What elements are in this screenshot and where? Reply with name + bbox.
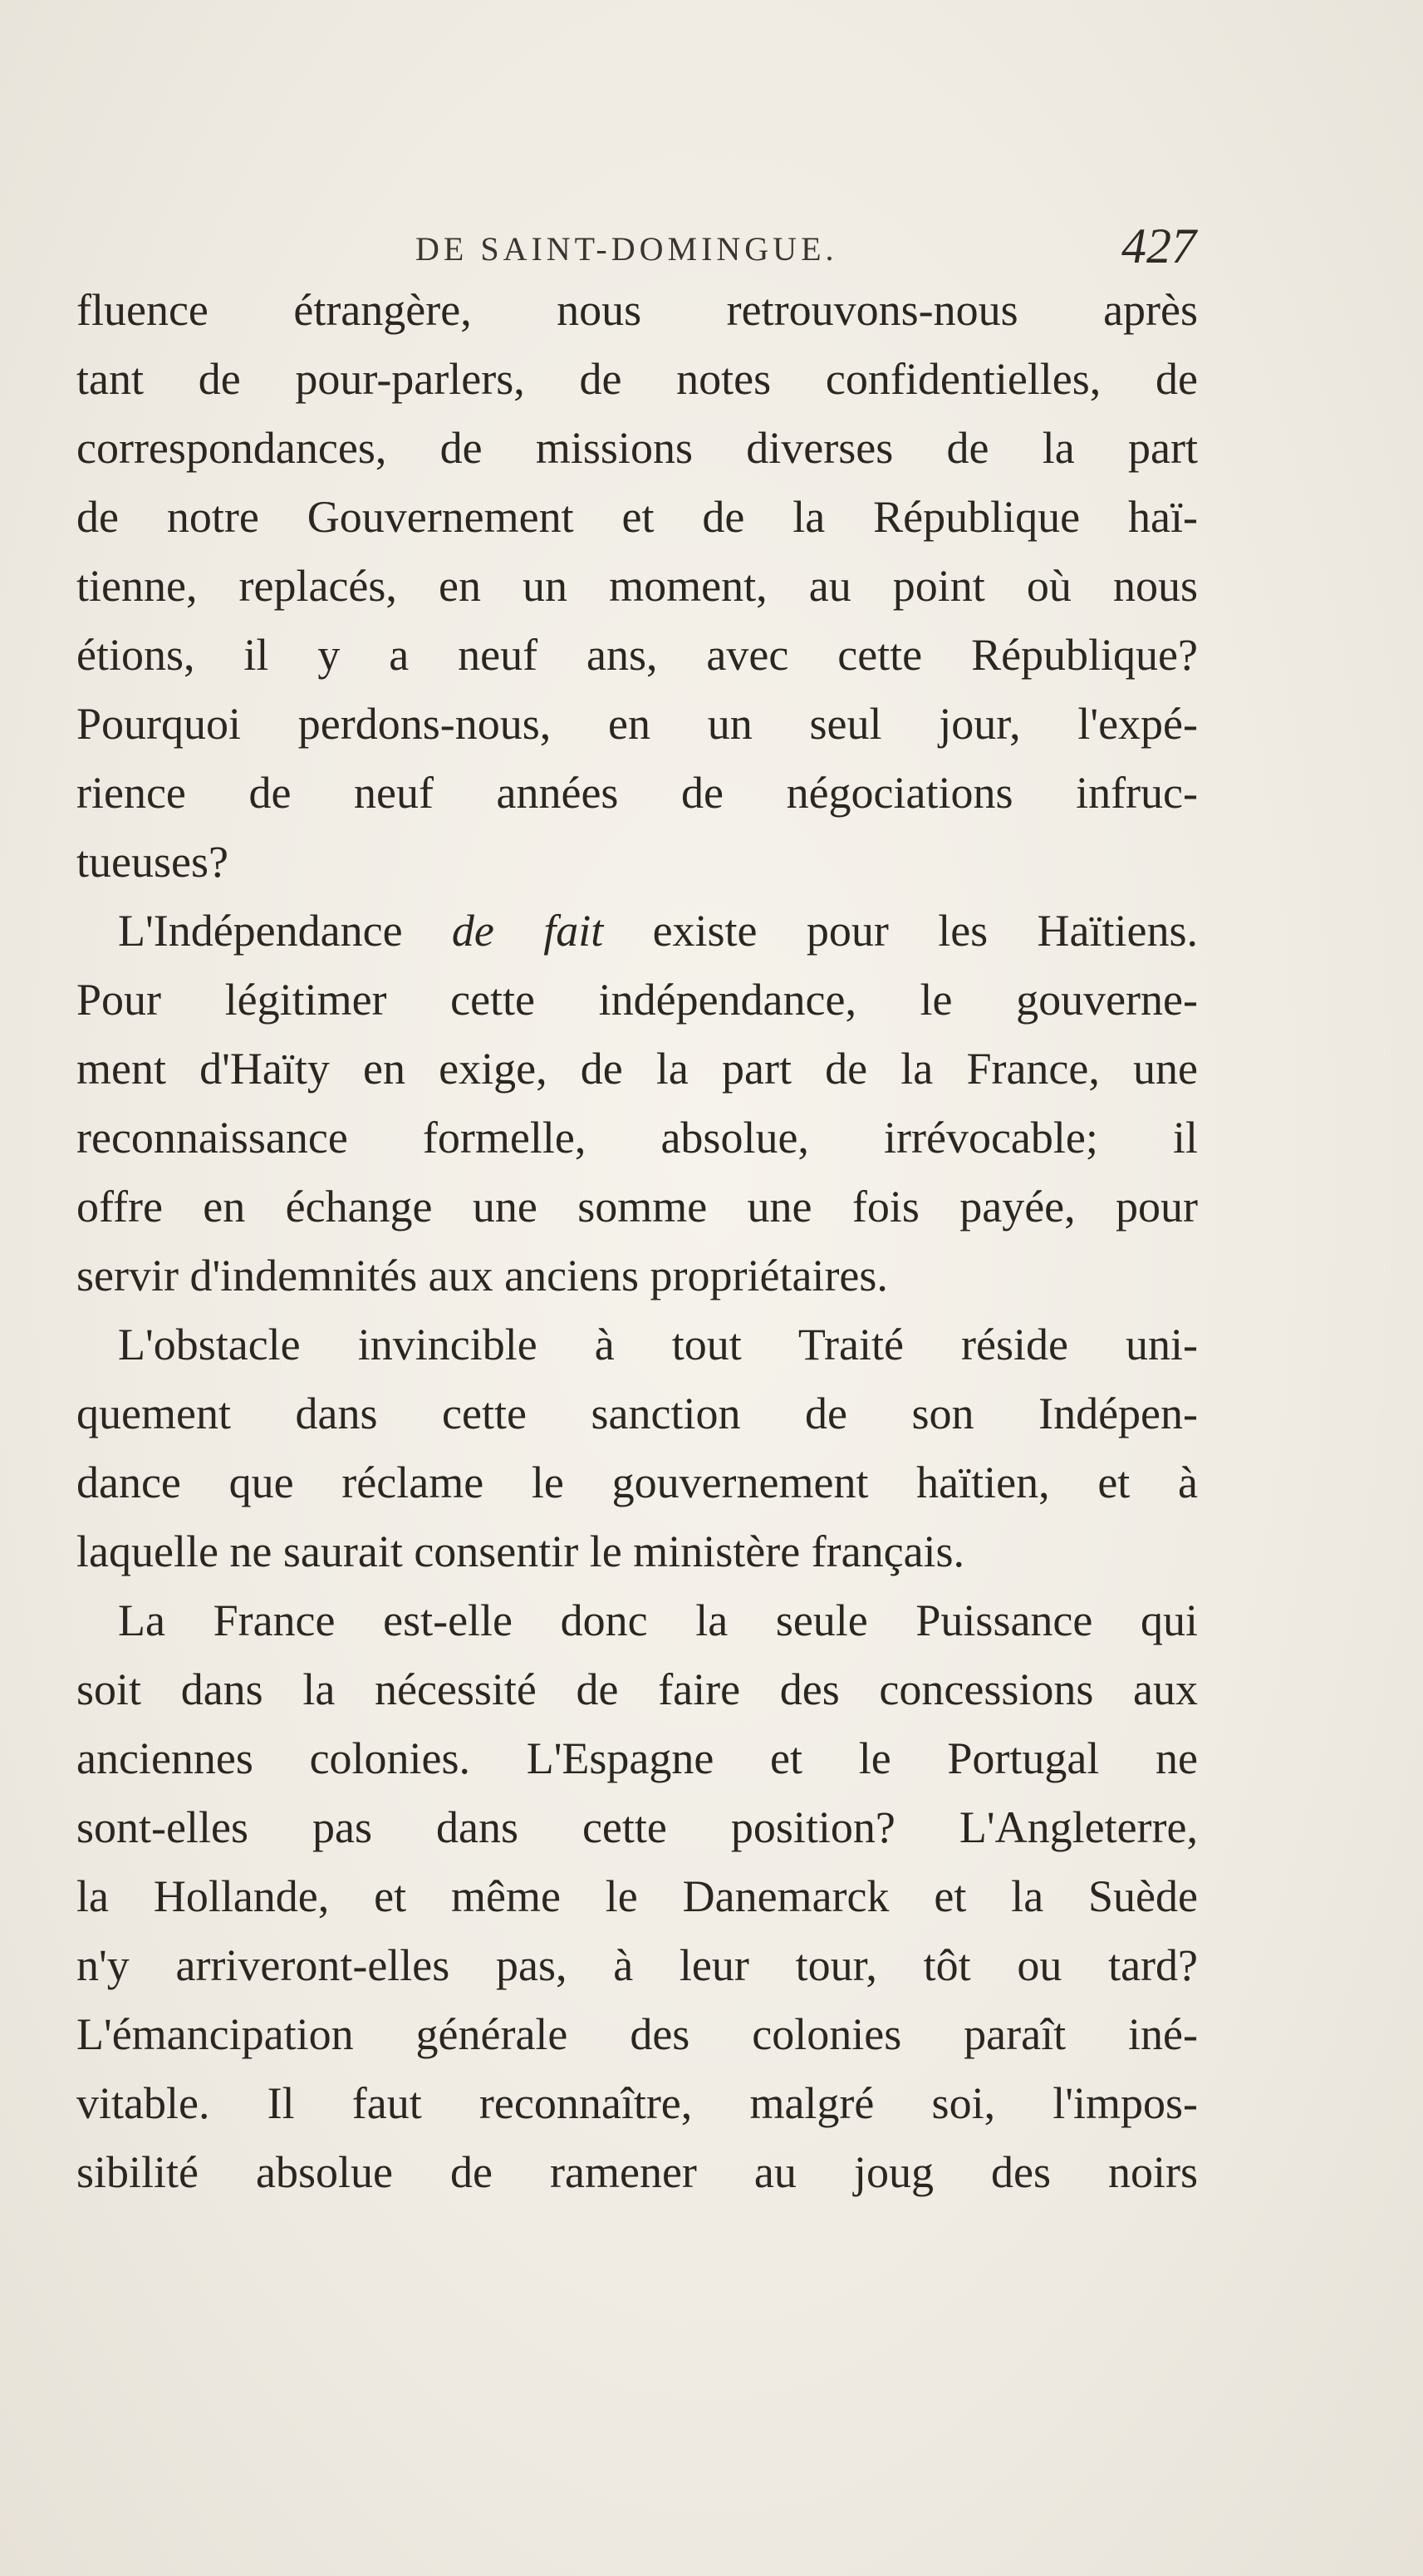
paragraph-1 [76,276,1198,897]
text-line: ment d'Haïty en exige, de la part de la France, une [76,1044,1198,1094]
text-line: anciennes colonies. L'Espagne et le Portugal ne [76,1733,1198,1783]
text-line: tienne, replacés, en un moment, au point où nous [76,561,1198,611]
text-line [76,897,1198,966]
text-line: dance que réclame le gouvernement haïtien, et à [76,1458,1198,1507]
text-line: L'obstacle invincible à tout Traité réside uni- [118,1320,1198,1369]
paragraph-2 [76,897,1198,1310]
text-run: L'Indépendance [118,906,452,956]
page-header [75,218,1196,276]
text-line: laquelle ne saurait consentir le ministère français. [76,1526,965,1576]
text-line: tueuses? [76,837,228,887]
text-line: Pour légitimer cette indépendance, le gouverne- [76,975,1198,1025]
italic-phrase: de fait [451,906,604,956]
body-text [76,276,1198,2207]
text-line: vitable. Il faut reconnaître, malgré soi, l'impos- [76,2078,1198,2128]
text-line: fluence étrangère, nous retrouvons-nous après [76,285,1198,335]
text-line: reconnaissance formelle, absolue, irrévocable; il [76,1113,1198,1163]
text-line: rience de neuf années de négociations infruc- [76,768,1198,818]
paragraph-3 [76,1310,1198,1586]
text-run: existe pour les Haïtiens. [603,906,1198,956]
text-line: soit dans la nécessité de faire des concessions aux [76,1664,1198,1714]
text-line: Pourquoi perdons-nous, en un seul jour, l'expé- [76,699,1198,749]
paragraph-4 [76,1586,1198,2207]
text-line: L'émancipation générale des colonies paraît iné- [76,2009,1198,2059]
text-line: de notre Gouvernement et de la République haï- [76,492,1198,542]
text-line: étions, il y a neuf ans, avec cette République? [76,630,1198,680]
text-line: La France est-elle donc la seule Puissance qui [118,1595,1198,1645]
text-line: sont-elles pas dans cette position? L'Angleterre, [76,1802,1198,1852]
text-line: la Hollande, et même le Danemarck et la Suède [76,1871,1198,1921]
text-line: quement dans cette sanction de son Indépen- [76,1389,1198,1438]
text-line: n'y arriveront-elles pas, à leur tour, tôt ou tard? [76,1940,1198,1990]
text-line: offre en échange une somme une fois payée, pour [76,1182,1198,1231]
running-head: DE SAINT-DOMINGUE. [415,230,838,268]
text-line: correspondances, de missions diverses de la part [76,423,1198,473]
text-line: sibilité absolue de ramener au joug des noirs [76,2147,1198,2197]
text-line: tant de pour-parlers, de notes confidentielles, de [76,354,1198,404]
page-number: 427 [1121,219,1196,273]
text-line: servir d'indemnités aux anciens propriétaires. [76,1251,888,1300]
